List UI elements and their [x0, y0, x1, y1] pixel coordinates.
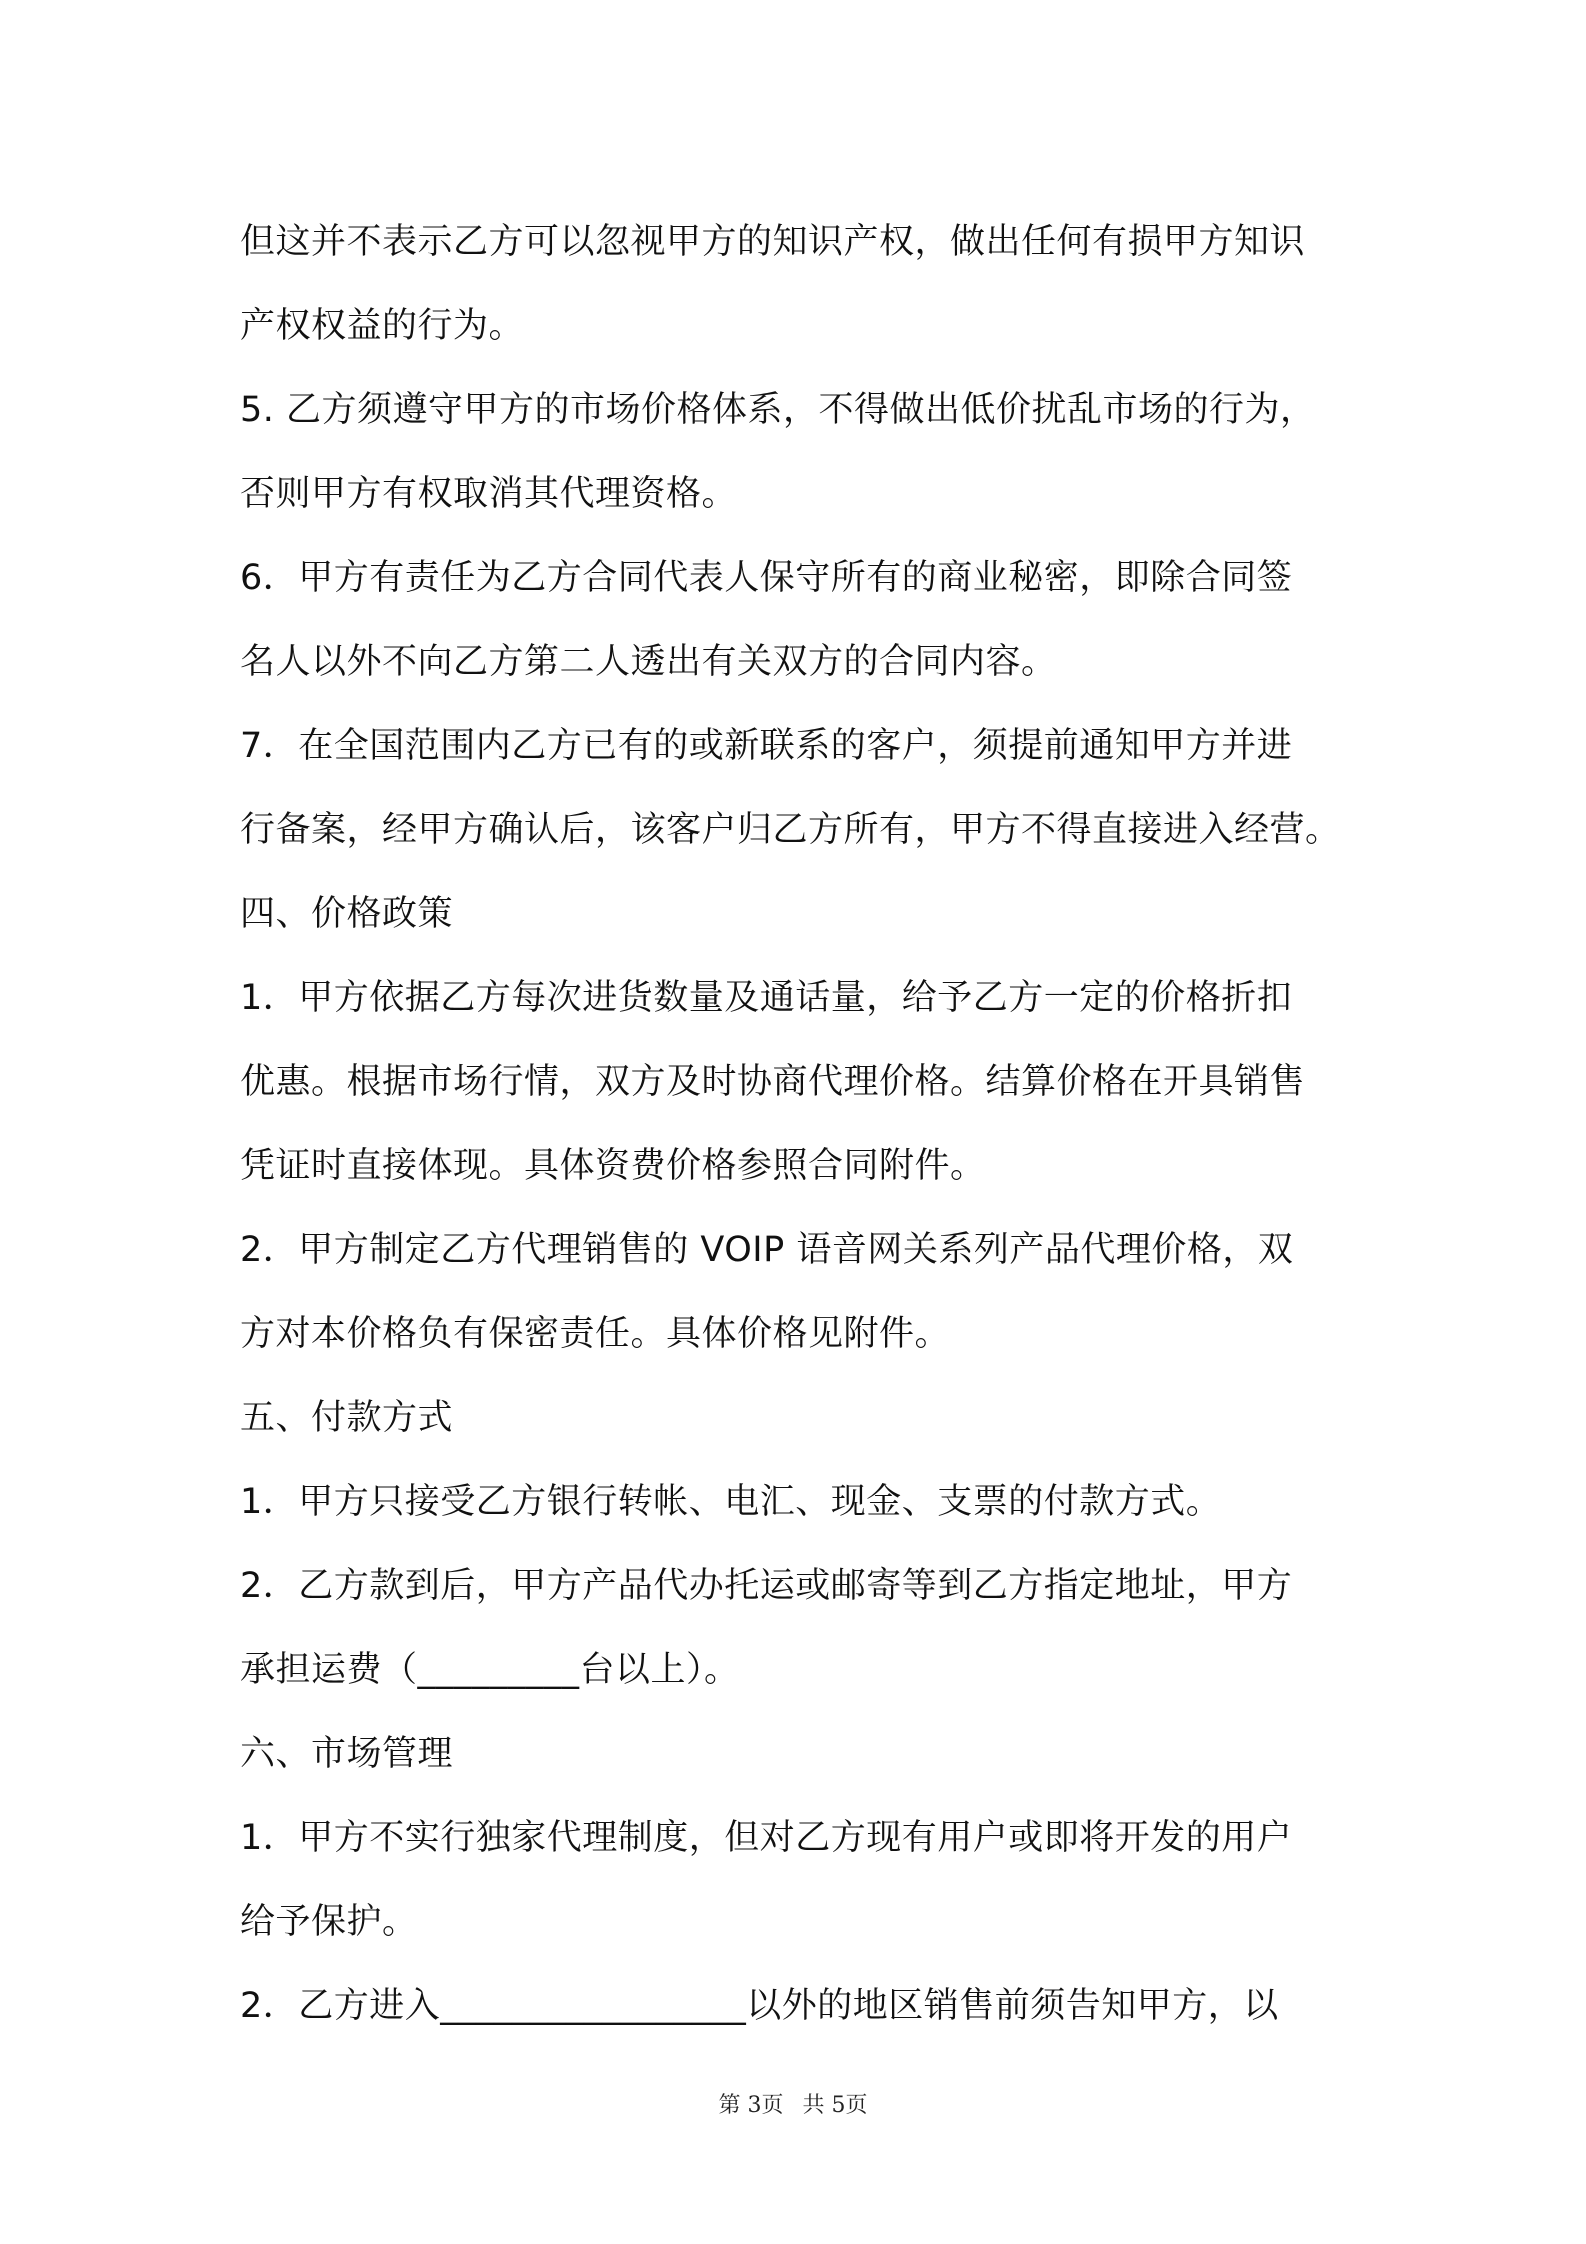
section-heading-payment-method: 五、付款方式	[240, 1398, 454, 1438]
text-line: 方对本价格负有保密责任。具体价格见附件。	[240, 1314, 951, 1354]
text-line: 行备案，经甲方确认后，该客户归乙方所有，甲方不得直接进入经营。	[240, 810, 1341, 850]
text-line: 2．乙方进入_________________以外的地区销售前须告知甲方，以	[240, 1986, 1279, 2026]
text-line: 名人以外不向乙方第二人透出有关双方的合同内容。	[240, 642, 1057, 682]
text-line: 优惠。根据市场行情，双方及时协商代理价格。结算价格在开具销售	[240, 1062, 1306, 1102]
text-line: 产权权益的行为。	[240, 306, 525, 346]
section-heading-market-management: 六、市场管理	[240, 1734, 454, 1774]
section-heading-pricing-policy: 四、价格政策	[240, 894, 454, 934]
text-line: 承担运费（_________台以上）。	[240, 1650, 740, 1690]
page-number: 第 3页	[718, 2093, 784, 2118]
text-line: 否则甲方有权取消其代理资格。	[240, 474, 738, 514]
text-line: 给予保护。	[240, 1902, 418, 1942]
text-line: 但这并不表示乙方可以忽视甲方的知识产权，做出任何有损甲方知识	[240, 222, 1306, 262]
text-line: 5. 乙方须遵守甲方的市场价格体系，不得做出低价扰乱市场的行为，	[240, 390, 1316, 430]
text-line: 2．甲方制定乙方代理销售的 VOIP 语音网关系列产品代理价格，双	[240, 1230, 1294, 1270]
page-footer	[0, 2088, 1586, 2119]
text-line: 6．甲方有责任为乙方合同代表人保守所有的商业秘密，即除合同签	[240, 558, 1293, 598]
text-line: 凭证时直接体现。具体资费价格参照合同附件。	[240, 1146, 986, 1186]
text-line: 1．甲方依据乙方每次进货数量及通话量，给予乙方一定的价格折扣	[240, 978, 1293, 1018]
text-line: 2．乙方款到后，甲方产品代办托运或邮寄等到乙方指定地址，甲方	[240, 1566, 1293, 1606]
text-line: 7．在全国范围内乙方已有的或新联系的客户，须提前通知甲方并进	[240, 726, 1293, 766]
page-total: 共 5页	[802, 2093, 868, 2118]
text-line: 1．甲方不实行独家代理制度，但对乙方现有用户或即将开发的用户	[240, 1818, 1293, 1858]
text-line: 1．甲方只接受乙方银行转帐、电汇、现金、支票的付款方式。	[240, 1482, 1222, 1522]
document-body	[240, 200, 1360, 2048]
